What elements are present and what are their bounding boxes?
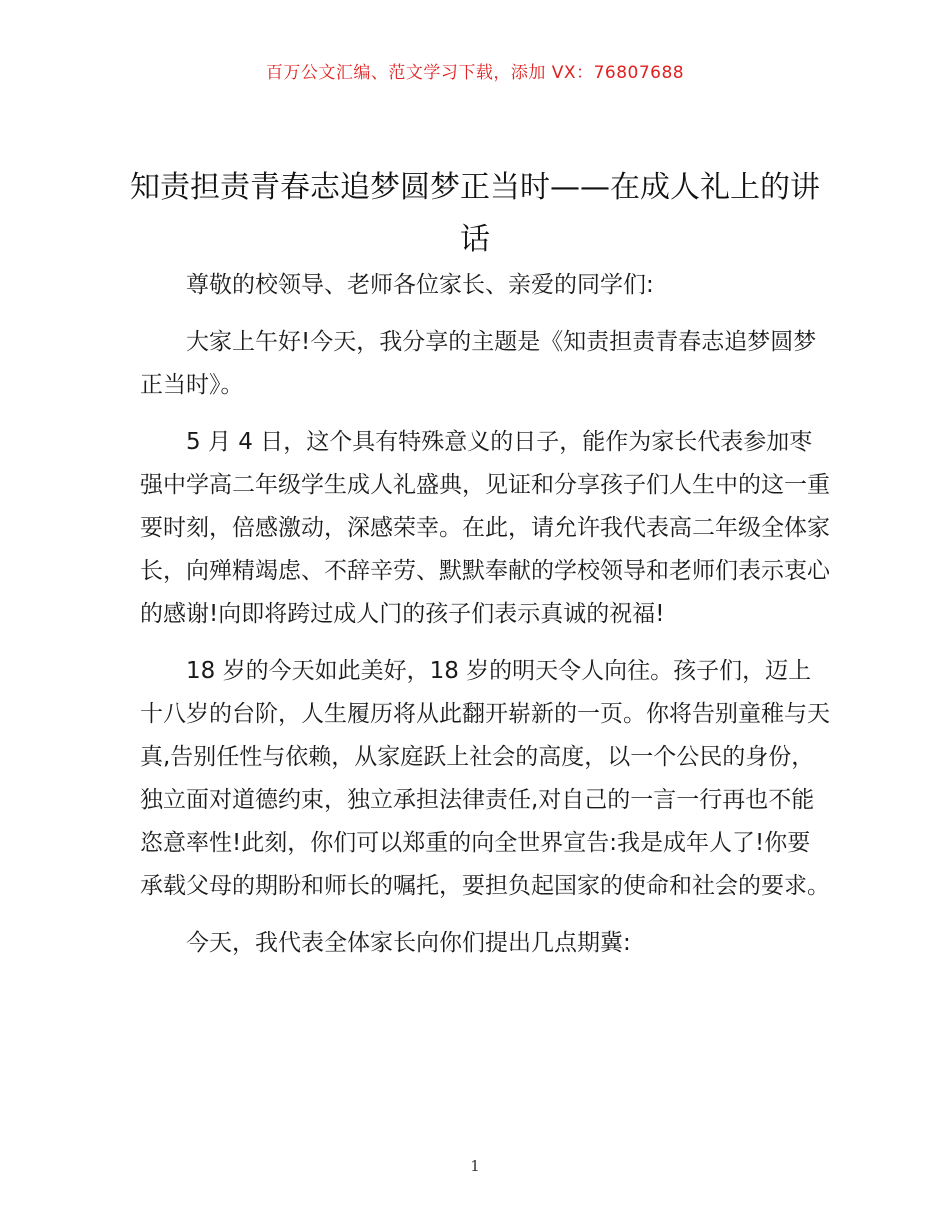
paragraph-expectations: 今天，我代表全体家长向你们提出几点期冀: bbox=[186, 930, 631, 956]
page-number: 1 bbox=[470, 1157, 480, 1175]
paragraph-salutation: 尊敬的校领导、老师各位家长、亲爱的同学们: bbox=[186, 272, 654, 298]
document-body bbox=[140, 264, 830, 979]
paragraph-occasion: 5 月 4 日，这个具有特殊意义的日子，能作为家长代表参加枣强中学高二年级学生成人礼盛典，见证和分享孩子们人生中的这一重要时刻，倍感激动，深感荣幸。在此，请允许我代表高二年级全体家长，向殚精竭虑、不辞辛劳、默默奉献的学校领导和老师们表示衷心的感谢!向即将跨过成人门的孩子们表示真诚的祝福! bbox=[140, 429, 830, 627]
document-title: 知责担责青春志追梦圆梦正当时——在成人礼上的讲话 bbox=[130, 170, 820, 257]
paragraph-eighteen: 18 岁的今天如此美好，18 岁的明天令人向往。孩子们，迈上十八岁的台阶，人生履历将从此翻开崭新的一页。你将告别童稚与天真,告别任性与依赖，从家庭跃上社会的高度，以一个公民的身份，独立面对道德约束，独立承担法律责任,对自己的一言一行再也不能恣意率性!此刻，你们可以郑重的向全世界宣告:我是成年人了!你要承载父母的期盼和师长的嘱托，要担负起国家的使命和社会的要求。 bbox=[140, 658, 830, 899]
paragraph-greeting: 大家上午好!今天，我分享的主题是《知责担责青春志追梦圆梦正当时》。 bbox=[140, 329, 817, 398]
header-watermark-text: 百万公文汇编、范文学习下载，添加 VX：76807688 bbox=[265, 63, 685, 83]
